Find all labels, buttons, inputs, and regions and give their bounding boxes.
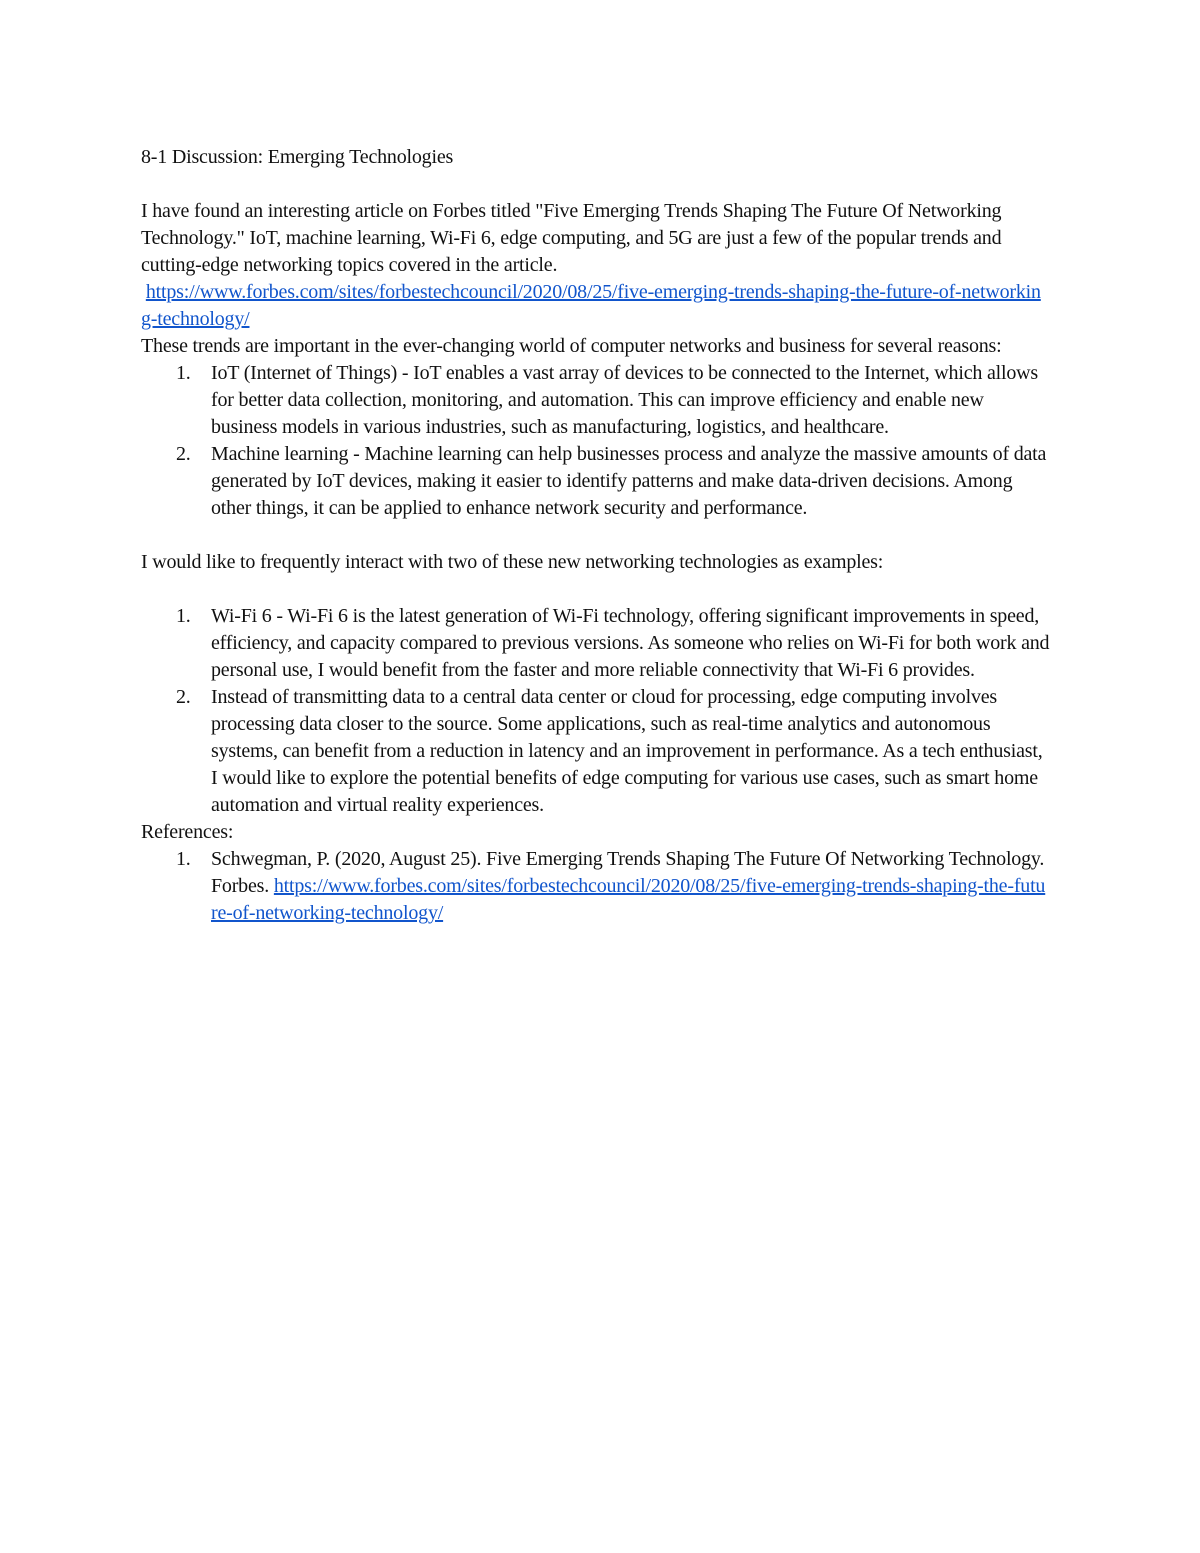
intro-paragraph: I have found an interesting article on Forbes titled "Five Emerging Trends Shaping The Future Of Networking Technology." IoT, machine learning, Wi-Fi 6, edge computing, and 5G are just a few of the popular trends and cutting-edge networking topics covered in the article. xyxy=(141,200,1002,276)
list-number: 1. xyxy=(176,605,191,627)
list-number: 1. xyxy=(176,848,191,870)
examples-list xyxy=(141,603,1050,819)
list-item-text: IoT (Internet of Things) - IoT enables a vast array of devices to be connected to the Internet, which allows for better data collection, monitoring, and automation. This can improve efficiency and enable new business models in various industries, such as manufacturing, logistics, and healthcare. xyxy=(211,362,1038,438)
list-item xyxy=(141,441,1050,522)
list-item xyxy=(141,684,1050,819)
list-item-text: Machine learning - Machine learning can help businesses process and analyze the massive amounts of data generated by IoT devices, making it easier to identify patterns and make data-driven decisions. Among other things, it can be applied to enhance network security and performance. xyxy=(211,443,1047,519)
references-heading: References: xyxy=(141,821,234,843)
list-number: 1. xyxy=(176,362,191,384)
reference-text: Schwegman, P. (2020, August 25). Five Emerging Trends Shaping The Future Of Networking Technology. Forbes. xyxy=(211,848,1045,897)
interact-intro-paragraph: I would like to frequently interact with two of these new networking technologies as examples: xyxy=(141,551,884,573)
spacer xyxy=(141,576,1050,603)
reference-link[interactable]: https://www.forbes.com/sites/forbestechcouncil/2020/08/25/five-emerging-trends-shaping-the-future-of-networking-technology/ xyxy=(211,875,1046,924)
list-item xyxy=(141,360,1050,441)
spacer xyxy=(141,522,1050,549)
article-link[interactable]: https://www.forbes.com/sites/forbestechcouncil/2020/08/25/five-emerging-trends-shaping-the-future-of-networking-technology/ xyxy=(141,281,1041,330)
references-list xyxy=(141,846,1050,927)
list-item xyxy=(141,846,1050,927)
list-number: 2. xyxy=(176,443,191,465)
trends-list xyxy=(141,360,1050,522)
trends-intro-paragraph: These trends are important in the ever-changing world of computer networks and business for several reasons: xyxy=(141,335,1002,357)
list-item xyxy=(141,603,1050,684)
article-link-paragraph xyxy=(141,279,1050,333)
list-number: 2. xyxy=(176,686,191,708)
list-item-text: Instead of transmitting data to a central data center or cloud for processing, edge computing involves processing data closer to the source. Some applications, such as real-time analytics and autonomous systems, can benefit from a reduction in latency and an improvement in performance. As a tech enthusiast, I would like to explore the potential benefits of edge computing for various use cases, such as smart home automation and virtual reality experiences. xyxy=(211,686,1043,816)
document-title: 8-1 Discussion: Emerging Technologies xyxy=(141,146,454,168)
list-item-text: Wi-Fi 6 - Wi-Fi 6 is the latest generation of Wi-Fi technology, offering significant improvements in speed, efficiency, and capacity compared to previous versions. As someone who relies on Wi-Fi for both work and personal use, I would benefit from the faster and more reliable connectivity that Wi-Fi 6 provides. xyxy=(211,605,1050,681)
